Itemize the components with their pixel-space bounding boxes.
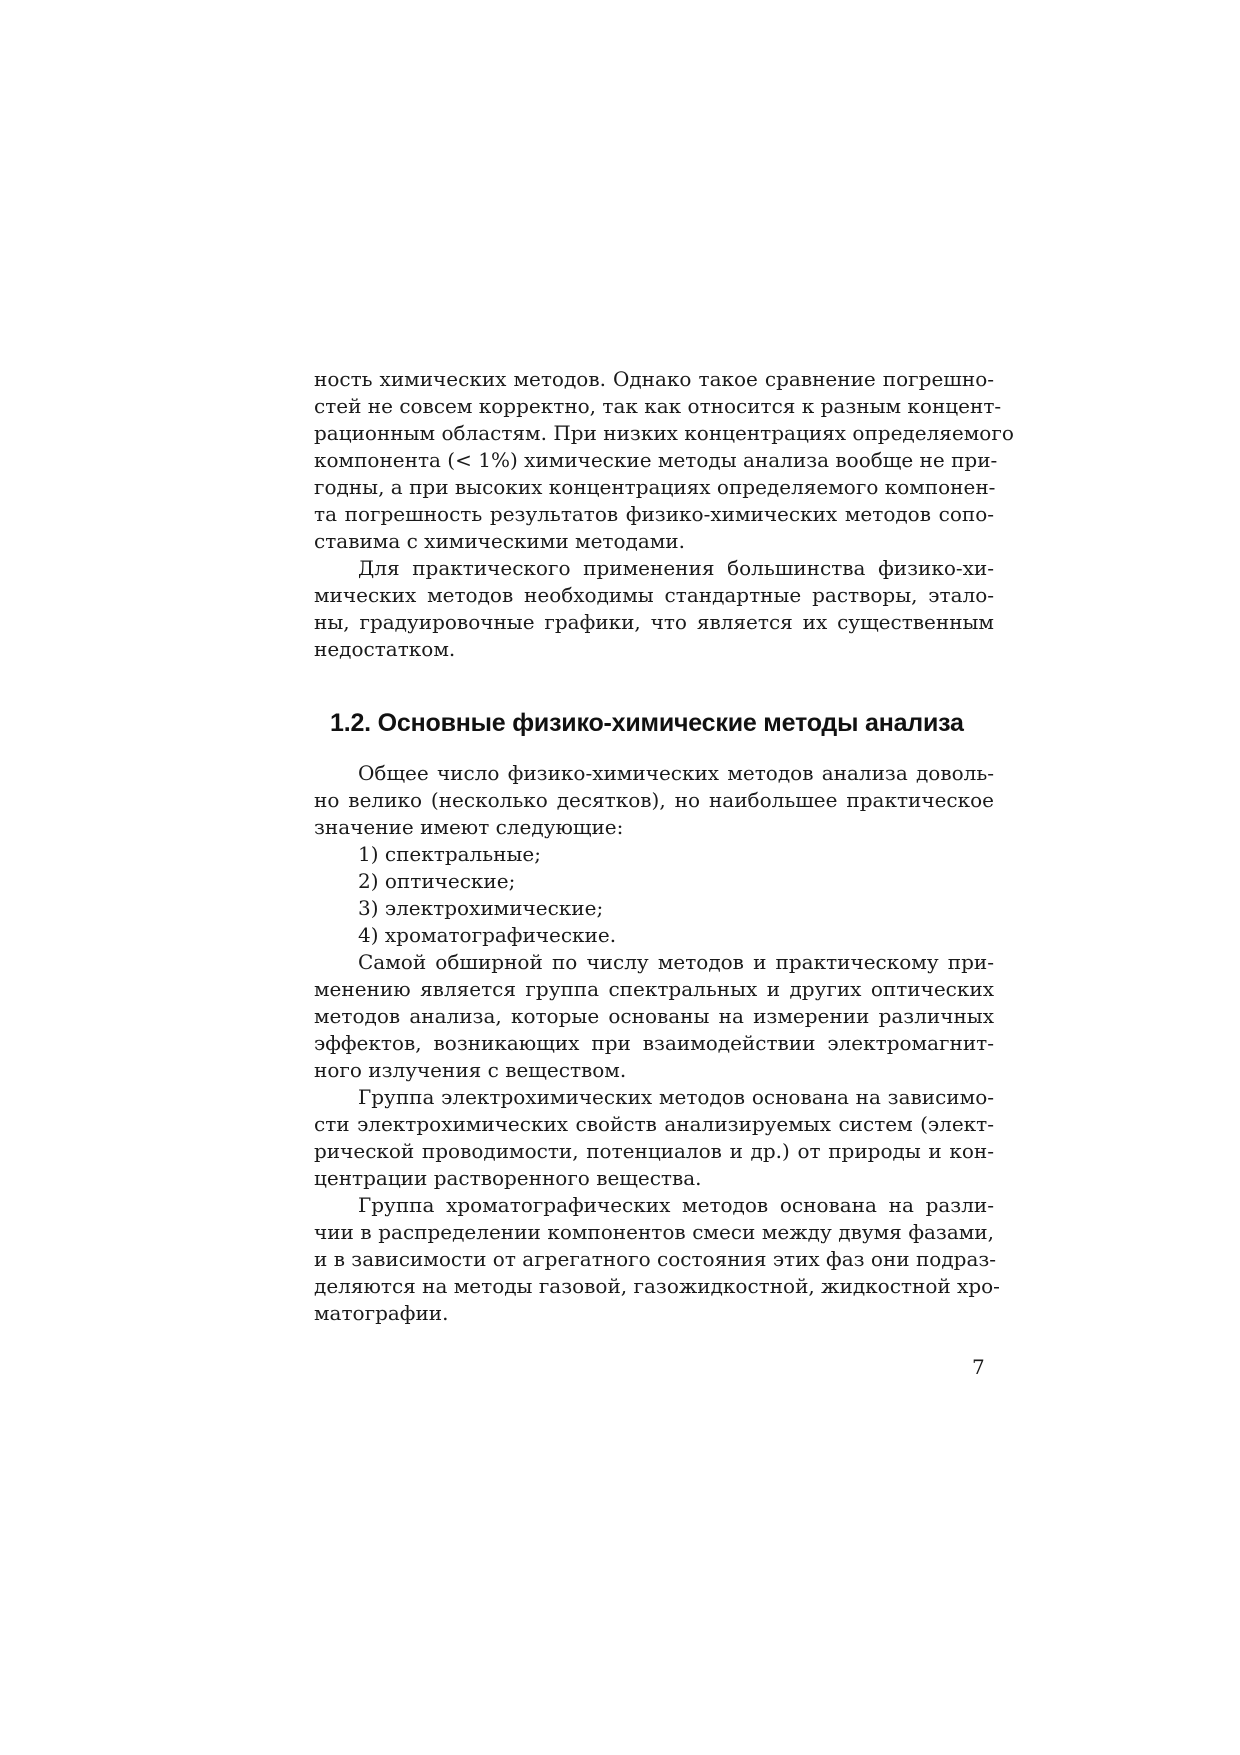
text-line: деляются на методы газовой, газожидкостной, жидкостной хро-	[314, 1274, 1000, 1298]
text-line: Группа электрохимических методов основана на зависимо-	[358, 1085, 994, 1109]
list-item: 1) спектральные;	[358, 842, 541, 866]
text-line: рационным областям. При низких концентрациях определяемого	[314, 421, 1014, 445]
list-item: 4) хроматографические.	[358, 923, 617, 947]
text-line: та погрешность результатов физико-химических методов сопо-	[314, 502, 994, 526]
paragraph-block-1	[314, 366, 1014, 663]
text-line: недостатком.	[314, 637, 456, 661]
text-line: Группа хроматографических методов основана на разли-	[358, 1193, 994, 1217]
text-line: мических методов необходимы стандартные растворы, этало-	[314, 583, 994, 607]
text-line: Общее число физико-химических методов анализа доволь-	[358, 761, 994, 785]
text-line: чии в распределении компонентов смеси между двумя фазами,	[314, 1220, 994, 1244]
text-line: менению является группа спектральных и других оптических	[314, 977, 994, 1001]
text-line: и в зависимости от агрегатного состояния этих фаз они подраз-	[314, 1247, 997, 1271]
text-line: ны, градуировочные графики, что является их существенным	[314, 610, 994, 634]
text-line: годны, а при высоких концентрациях определяемого компонен-	[314, 475, 996, 499]
section-heading: 1.2. Основные физико-химические методы анализа	[330, 709, 964, 737]
text-line: но велико (несколько десятков), но наибольшее практическое	[314, 788, 994, 812]
text-line: ность химических методов. Однако такое сравнение погрешно-	[314, 367, 994, 391]
text-line: значение имеют следующие:	[314, 815, 624, 839]
text-line: стей не совсем корректно, так как относится к разным концент-	[314, 394, 1002, 418]
text-line: Самой обширной по числу методов и практическому при-	[358, 950, 994, 974]
paragraph-block-2	[314, 760, 1000, 1327]
text-line: рической проводимости, потенциалов и др.) от природы и кон-	[314, 1139, 994, 1163]
text-line: методов анализа, которые основаны на измерении различных	[314, 1004, 994, 1028]
text-line: компонента (< 1%) химические методы анализа вообще не при-	[314, 448, 998, 472]
text-line: ного излучения с веществом.	[314, 1058, 627, 1082]
page-number: 7	[972, 1355, 985, 1379]
list-item: 2) оптические;	[358, 869, 516, 893]
text-line: ставима с химическими методами.	[314, 529, 685, 553]
text-line: матографии.	[314, 1301, 449, 1325]
text-line: сти электрохимических свойств анализируемых систем (элект-	[314, 1112, 994, 1136]
text-line: Для практического применения большинства физико-хи-	[358, 556, 994, 580]
text-line: центрации растворенного вещества.	[314, 1166, 702, 1190]
list-item: 3) электрохимические;	[358, 896, 604, 920]
text-line: эффектов, возникающих при взаимодействии электромагнит-	[314, 1031, 994, 1055]
